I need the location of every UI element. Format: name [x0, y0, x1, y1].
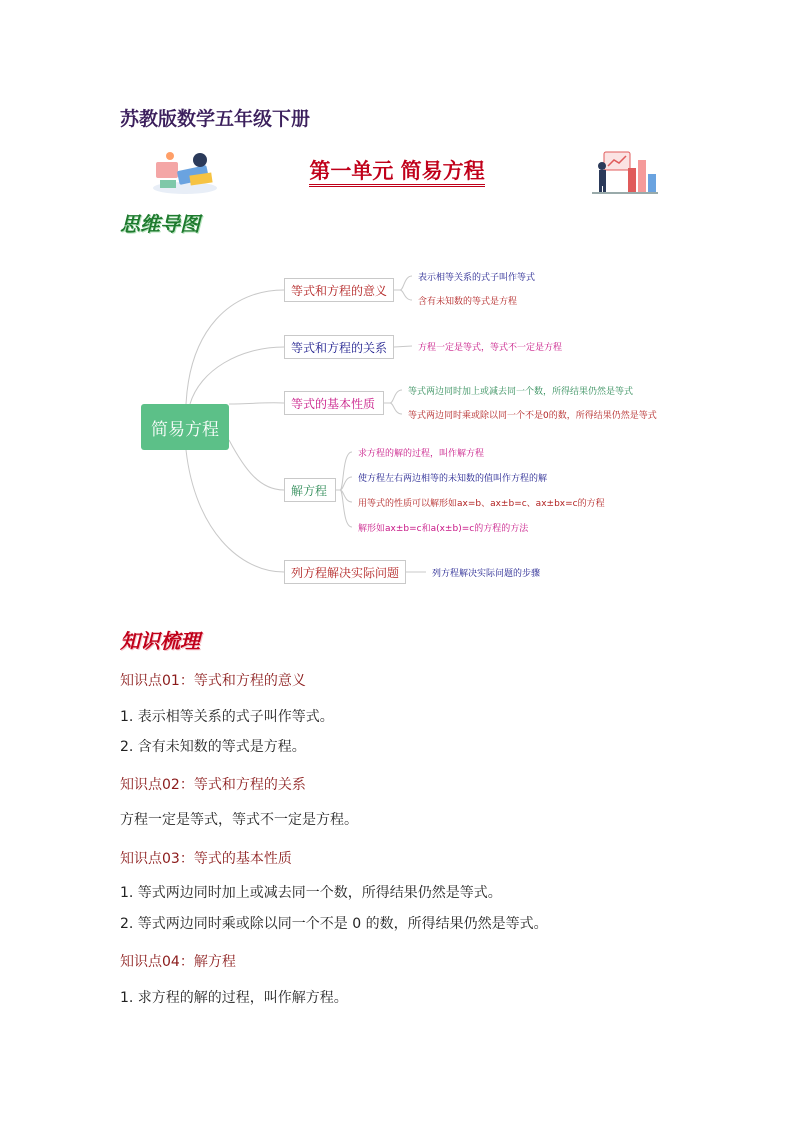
knowledge-heading-04: 知识点04：解方程 [120, 954, 236, 970]
branch-label: 等式的基本性质 [291, 396, 376, 411]
mindmap-branch-relation [284, 335, 394, 359]
connector-root-b4 [229, 440, 284, 490]
mindmap-leaf: 含有未知数的等式是方程 [418, 297, 518, 307]
knowledge-section-title: 知识梳理 [120, 629, 200, 653]
knowledge-line: 1. 求方程的解的过程，叫作解方程。 [120, 990, 348, 1006]
connector-root-b3 [229, 403, 284, 404]
knowledge-line: 2. 等式两边同时乘或除以同一个不是 0 的数，所得结果仍然是等式。 [120, 916, 548, 932]
mindmap-leaf: 用等式的性质可以解形如ax=b、ax±b=c、ax±bx=c的方程 [358, 499, 605, 509]
connector-b3-l1 [384, 390, 402, 403]
mindmap-leaf: 使方程左右两边相等的未知数的值叫作方程的解 [358, 474, 548, 484]
connector-root-b5 [186, 450, 284, 572]
knowledge-line: 方程一定是等式，等式不一定是方程。 [120, 812, 358, 828]
connector-b3-l2 [390, 403, 402, 414]
mindmap-leaf: 解形如ax±b=c和a(x±b)=c的方程的方法 [358, 524, 529, 534]
branch-label: 列方程解决实际问题 [291, 565, 400, 580]
knowledge-line: 1. 等式两边同时加上或减去同一个数，所得结果仍然是等式。 [120, 885, 502, 901]
mindmap-leaf: 方程一定是等式，等式不一定是方程 [418, 343, 563, 353]
mindmap-leaf: 表示相等关系的式子叫作等式 [418, 273, 536, 283]
mindmap-section-title: 思维导图 [120, 212, 200, 236]
knowledge-heading-01: 知识点01：等式和方程的意义 [120, 673, 306, 689]
mindmap-leaf: 等式两边同时加上或减去同一个数，所得结果仍然是等式 [408, 387, 634, 397]
mindmap-branch-application [284, 560, 406, 584]
connector-root-b2 [190, 347, 284, 404]
mindmap-branch-property [284, 391, 384, 415]
mindmap-branch-meaning [284, 278, 394, 302]
knowledge-line: 2. 含有未知数的等式是方程。 [120, 739, 306, 755]
mindmap-leaf: 等式两边同时乘或除以同一个不是0的数，所得结果仍然是等式 [408, 411, 657, 421]
knowledge-heading-03: 知识点03：等式的基本性质 [120, 851, 292, 867]
connector-b1-l2 [400, 290, 412, 300]
branch-label: 解方程 [291, 483, 328, 498]
connector-b1-l1 [394, 276, 412, 290]
book-title: 苏教版数学五年级下册 [120, 108, 311, 130]
mindmap-branch-solve [284, 478, 336, 502]
branch-label: 等式和方程的意义 [291, 283, 388, 298]
mindmap-leaf: 求方程的解的过程，叫作解方程 [358, 449, 485, 459]
mindmap-leaf: 列方程解决实际问题的步骤 [432, 569, 541, 579]
branch-label: 等式和方程的关系 [291, 340, 388, 355]
unit-title-text: 第一单元 简易方程 [309, 159, 484, 187]
connector-b4-l4 [340, 490, 352, 527]
mindmap-root: 简易方程 [141, 404, 229, 450]
connector-b2-l1 [394, 346, 412, 347]
knowledge-heading-02: 知识点02：等式和方程的关系 [120, 777, 306, 793]
connector-root-b1 [186, 290, 284, 404]
knowledge-line: 1. 表示相等关系的式子叫作等式。 [120, 709, 334, 725]
